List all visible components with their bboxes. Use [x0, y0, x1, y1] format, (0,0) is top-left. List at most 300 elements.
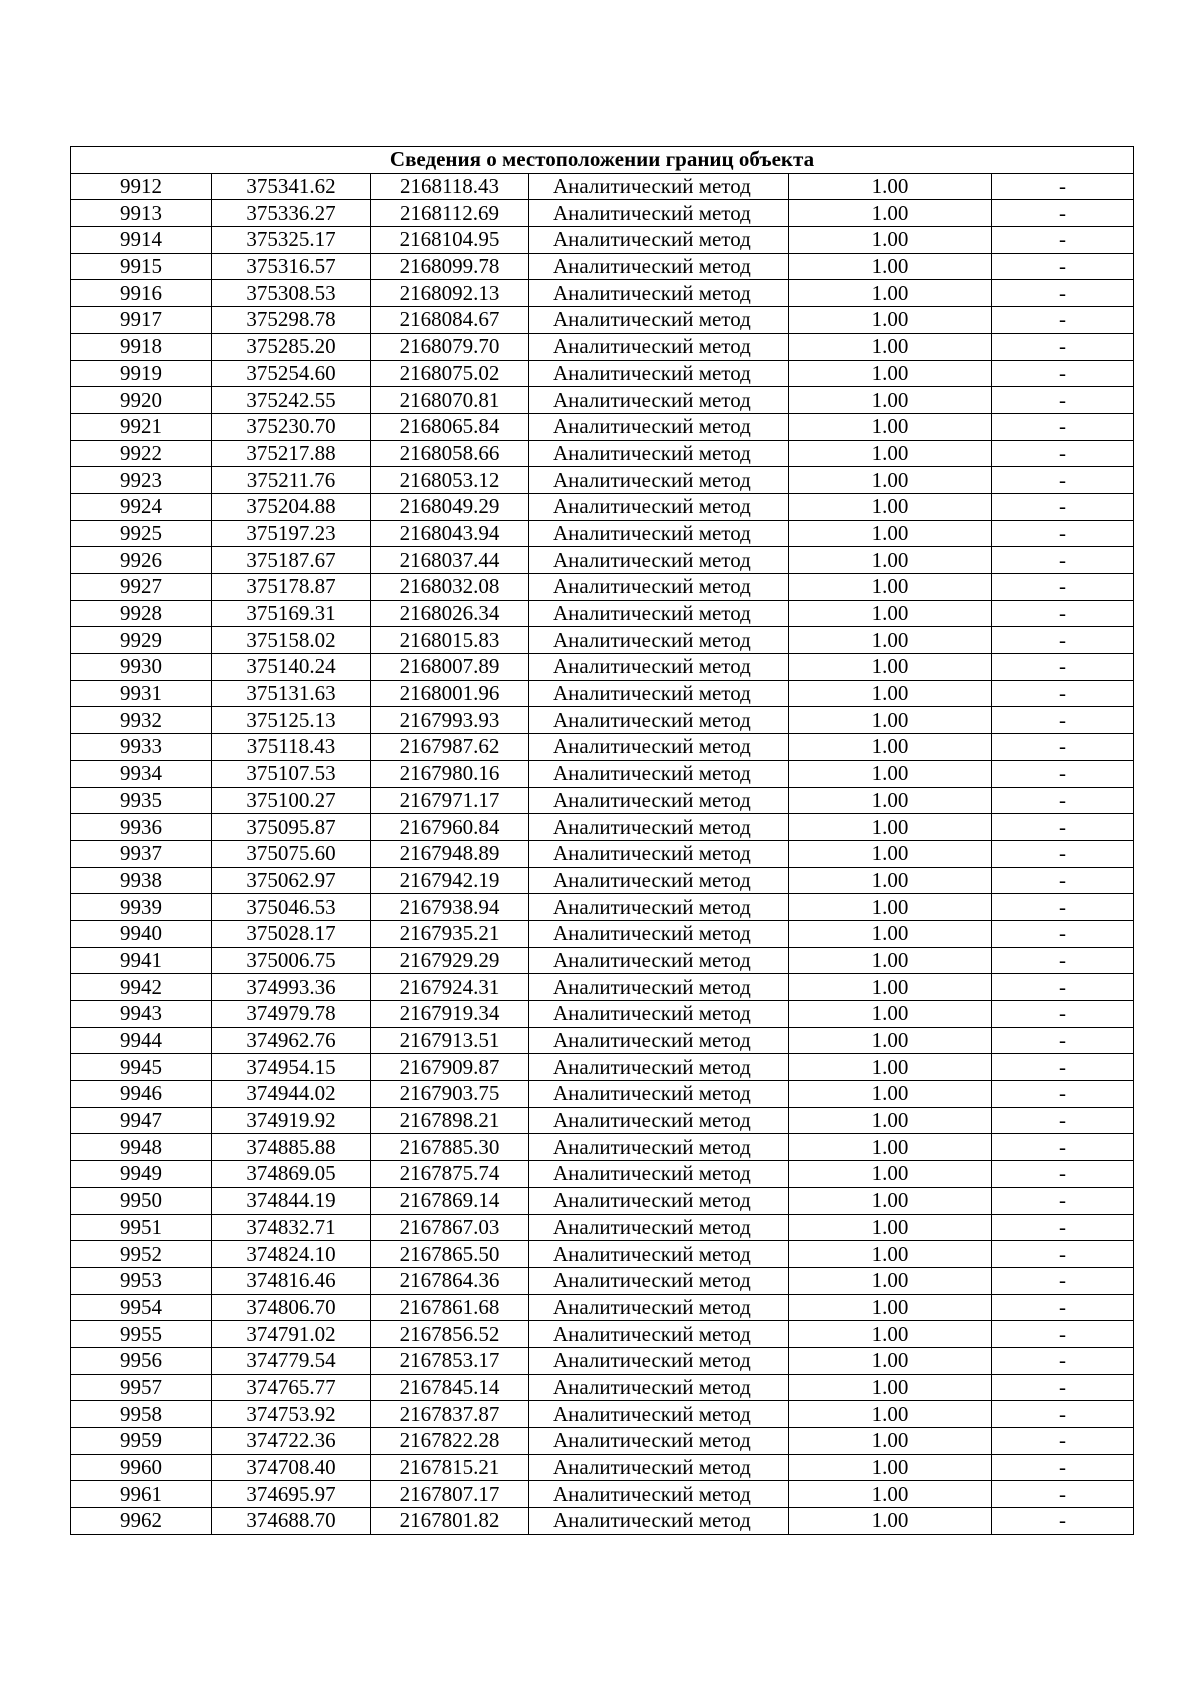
- point-number-cell: 9935: [71, 787, 212, 814]
- table-row: [71, 974, 1134, 1001]
- method-cell: Аналитический метод: [529, 1001, 789, 1028]
- description-cell: -: [992, 1214, 1134, 1241]
- table-row: [71, 1401, 1134, 1428]
- y-coordinate-cell: 2168099.78: [371, 253, 529, 280]
- table-row: [71, 867, 1134, 894]
- point-number-cell: 9958: [71, 1401, 212, 1428]
- table-row: [71, 1454, 1134, 1481]
- x-coordinate-cell: 374753.92: [212, 1401, 371, 1428]
- method-cell: Аналитический метод: [529, 600, 789, 627]
- method-cell: Аналитический метод: [529, 1214, 789, 1241]
- x-coordinate-cell: 374816.46: [212, 1267, 371, 1294]
- x-coordinate-cell: 374722.36: [212, 1428, 371, 1455]
- y-coordinate-cell: 2167993.93: [371, 707, 529, 734]
- accuracy-cell: 1.00: [789, 200, 992, 227]
- y-coordinate-cell: 2168015.83: [371, 627, 529, 654]
- y-coordinate-cell: 2168065.84: [371, 413, 529, 440]
- x-coordinate-cell: 374944.02: [212, 1081, 371, 1108]
- method-cell: Аналитический метод: [529, 413, 789, 440]
- description-cell: -: [992, 520, 1134, 547]
- y-coordinate-cell: 2168001.96: [371, 680, 529, 707]
- accuracy-cell: 1.00: [789, 173, 992, 200]
- method-cell: Аналитический метод: [529, 867, 789, 894]
- x-coordinate-cell: 375211.76: [212, 467, 371, 494]
- description-cell: -: [992, 894, 1134, 921]
- y-coordinate-cell: 2167980.16: [371, 760, 529, 787]
- x-coordinate-cell: 375169.31: [212, 600, 371, 627]
- method-cell: Аналитический метод: [529, 1241, 789, 1268]
- y-coordinate-cell: 2167853.17: [371, 1347, 529, 1374]
- x-coordinate-cell: 374708.40: [212, 1454, 371, 1481]
- accuracy-cell: 1.00: [789, 547, 992, 574]
- point-number-cell: 9960: [71, 1454, 212, 1481]
- method-cell: Аналитический метод: [529, 493, 789, 520]
- accuracy-cell: 1.00: [789, 360, 992, 387]
- point-number-cell: 9942: [71, 974, 212, 1001]
- x-coordinate-cell: 375131.63: [212, 680, 371, 707]
- y-coordinate-cell: 2167865.50: [371, 1241, 529, 1268]
- accuracy-cell: 1.00: [789, 734, 992, 761]
- x-coordinate-cell: 375197.23: [212, 520, 371, 547]
- method-cell: Аналитический метод: [529, 387, 789, 414]
- method-cell: Аналитический метод: [529, 1107, 789, 1134]
- y-coordinate-cell: 2168026.34: [371, 600, 529, 627]
- point-number-cell: 9932: [71, 707, 212, 734]
- accuracy-cell: 1.00: [789, 760, 992, 787]
- point-number-cell: 9934: [71, 760, 212, 787]
- table-row: [71, 547, 1134, 574]
- accuracy-cell: 1.00: [789, 654, 992, 681]
- method-cell: Аналитический метод: [529, 1481, 789, 1508]
- accuracy-cell: 1.00: [789, 307, 992, 334]
- method-cell: Аналитический метод: [529, 227, 789, 254]
- table-row: [71, 333, 1134, 360]
- description-cell: -: [992, 654, 1134, 681]
- description-cell: -: [992, 173, 1134, 200]
- method-cell: Аналитический метод: [529, 173, 789, 200]
- method-cell: Аналитический метод: [529, 1187, 789, 1214]
- table-row: [71, 280, 1134, 307]
- table-row: [71, 1081, 1134, 1108]
- method-cell: Аналитический метод: [529, 947, 789, 974]
- method-cell: Аналитический метод: [529, 1401, 789, 1428]
- point-number-cell: 9913: [71, 200, 212, 227]
- method-cell: Аналитический метод: [529, 627, 789, 654]
- y-coordinate-cell: 2167867.03: [371, 1214, 529, 1241]
- accuracy-cell: 1.00: [789, 1001, 992, 1028]
- x-coordinate-cell: 375075.60: [212, 840, 371, 867]
- x-coordinate-cell: 375118.43: [212, 734, 371, 761]
- x-coordinate-cell: 375062.97: [212, 867, 371, 894]
- point-number-cell: 9926: [71, 547, 212, 574]
- accuracy-cell: 1.00: [789, 1508, 992, 1535]
- table-row: [71, 387, 1134, 414]
- description-cell: -: [992, 467, 1134, 494]
- point-number-cell: 9924: [71, 493, 212, 520]
- x-coordinate-cell: 375242.55: [212, 387, 371, 414]
- point-number-cell: 9959: [71, 1428, 212, 1455]
- point-number-cell: 9920: [71, 387, 212, 414]
- y-coordinate-cell: 2167861.68: [371, 1294, 529, 1321]
- method-cell: Аналитический метод: [529, 440, 789, 467]
- table-row: [71, 1347, 1134, 1374]
- method-cell: Аналитический метод: [529, 760, 789, 787]
- x-coordinate-cell: 375178.87: [212, 574, 371, 601]
- method-cell: Аналитический метод: [529, 360, 789, 387]
- table-row: [71, 1027, 1134, 1054]
- table-row: [71, 920, 1134, 947]
- point-number-cell: 9941: [71, 947, 212, 974]
- point-number-cell: 9918: [71, 333, 212, 360]
- description-cell: -: [992, 920, 1134, 947]
- point-number-cell: 9929: [71, 627, 212, 654]
- table-row: [71, 894, 1134, 921]
- point-number-cell: 9923: [71, 467, 212, 494]
- table-row: [71, 1187, 1134, 1214]
- x-coordinate-cell: 375316.57: [212, 253, 371, 280]
- y-coordinate-cell: 2167919.34: [371, 1001, 529, 1028]
- description-cell: -: [992, 974, 1134, 1001]
- x-coordinate-cell: 374824.10: [212, 1241, 371, 1268]
- y-coordinate-cell: 2168118.43: [371, 173, 529, 200]
- y-coordinate-cell: 2168053.12: [371, 467, 529, 494]
- method-cell: Аналитический метод: [529, 333, 789, 360]
- point-number-cell: 9945: [71, 1054, 212, 1081]
- x-coordinate-cell: 374844.19: [212, 1187, 371, 1214]
- x-coordinate-cell: 375298.78: [212, 307, 371, 334]
- point-number-cell: 9930: [71, 654, 212, 681]
- point-number-cell: 9921: [71, 413, 212, 440]
- point-number-cell: 9922: [71, 440, 212, 467]
- method-cell: Аналитический метод: [529, 1347, 789, 1374]
- table-row: [71, 493, 1134, 520]
- table-row: [71, 1294, 1134, 1321]
- accuracy-cell: 1.00: [789, 1187, 992, 1214]
- accuracy-cell: 1.00: [789, 1241, 992, 1268]
- description-cell: -: [992, 680, 1134, 707]
- description-cell: -: [992, 867, 1134, 894]
- point-number-cell: 9931: [71, 680, 212, 707]
- y-coordinate-cell: 2168070.81: [371, 387, 529, 414]
- method-cell: Аналитический метод: [529, 1428, 789, 1455]
- description-cell: -: [992, 734, 1134, 761]
- description-cell: -: [992, 1187, 1134, 1214]
- method-cell: Аналитический метод: [529, 1081, 789, 1108]
- x-coordinate-cell: 375107.53: [212, 760, 371, 787]
- accuracy-cell: 1.00: [789, 227, 992, 254]
- description-cell: -: [992, 1508, 1134, 1535]
- method-cell: Аналитический метод: [529, 840, 789, 867]
- description-cell: -: [992, 760, 1134, 787]
- y-coordinate-cell: 2167929.29: [371, 947, 529, 974]
- method-cell: Аналитический метод: [529, 707, 789, 734]
- description-cell: -: [992, 1054, 1134, 1081]
- x-coordinate-cell: 375217.88: [212, 440, 371, 467]
- x-coordinate-cell: 374688.70: [212, 1508, 371, 1535]
- x-coordinate-cell: 375125.13: [212, 707, 371, 734]
- method-cell: Аналитический метод: [529, 1267, 789, 1294]
- x-coordinate-cell: 374979.78: [212, 1001, 371, 1028]
- accuracy-cell: 1.00: [789, 493, 992, 520]
- method-cell: Аналитический метод: [529, 1374, 789, 1401]
- point-number-cell: 9912: [71, 173, 212, 200]
- table-row: [71, 1241, 1134, 1268]
- x-coordinate-cell: 374919.92: [212, 1107, 371, 1134]
- description-cell: -: [992, 1081, 1134, 1108]
- table-title: Сведения о местоположении границ объекта: [71, 147, 1134, 174]
- table-row: [71, 1134, 1134, 1161]
- point-number-cell: 9947: [71, 1107, 212, 1134]
- table-row: [71, 307, 1134, 334]
- point-number-cell: 9944: [71, 1027, 212, 1054]
- method-cell: Аналитический метод: [529, 1027, 789, 1054]
- y-coordinate-cell: 2167909.87: [371, 1054, 529, 1081]
- method-cell: Аналитический метод: [529, 467, 789, 494]
- table-row: [71, 360, 1134, 387]
- point-number-cell: 9948: [71, 1134, 212, 1161]
- accuracy-cell: 1.00: [789, 280, 992, 307]
- description-cell: -: [992, 840, 1134, 867]
- x-coordinate-cell: 374779.54: [212, 1347, 371, 1374]
- description-cell: -: [992, 707, 1134, 734]
- description-cell: -: [992, 547, 1134, 574]
- method-cell: Аналитический метод: [529, 574, 789, 601]
- x-coordinate-cell: 375285.20: [212, 333, 371, 360]
- description-cell: -: [992, 1161, 1134, 1188]
- method-cell: Аналитический метод: [529, 520, 789, 547]
- table-row: [71, 227, 1134, 254]
- method-cell: Аналитический метод: [529, 1054, 789, 1081]
- x-coordinate-cell: 375325.17: [212, 227, 371, 254]
- y-coordinate-cell: 2167938.94: [371, 894, 529, 921]
- x-coordinate-cell: 374869.05: [212, 1161, 371, 1188]
- y-coordinate-cell: 2167837.87: [371, 1401, 529, 1428]
- y-coordinate-cell: 2167845.14: [371, 1374, 529, 1401]
- accuracy-cell: 1.00: [789, 413, 992, 440]
- table-row: [71, 173, 1134, 200]
- x-coordinate-cell: 375341.62: [212, 173, 371, 200]
- table-row: [71, 707, 1134, 734]
- accuracy-cell: 1.00: [789, 1481, 992, 1508]
- description-cell: -: [992, 1134, 1134, 1161]
- accuracy-cell: 1.00: [789, 1454, 992, 1481]
- point-number-cell: 9927: [71, 574, 212, 601]
- table-row: [71, 814, 1134, 841]
- point-number-cell: 9940: [71, 920, 212, 947]
- y-coordinate-cell: 2168049.29: [371, 493, 529, 520]
- table-row: [71, 680, 1134, 707]
- description-cell: -: [992, 387, 1134, 414]
- table-row: [71, 1214, 1134, 1241]
- point-number-cell: 9953: [71, 1267, 212, 1294]
- y-coordinate-cell: 2167885.30: [371, 1134, 529, 1161]
- description-cell: -: [992, 1374, 1134, 1401]
- point-number-cell: 9961: [71, 1481, 212, 1508]
- accuracy-cell: 1.00: [789, 387, 992, 414]
- accuracy-cell: 1.00: [789, 333, 992, 360]
- description-cell: -: [992, 333, 1134, 360]
- y-coordinate-cell: 2167856.52: [371, 1321, 529, 1348]
- y-coordinate-cell: 2168104.95: [371, 227, 529, 254]
- method-cell: Аналитический метод: [529, 253, 789, 280]
- y-coordinate-cell: 2167987.62: [371, 734, 529, 761]
- y-coordinate-cell: 2167864.36: [371, 1267, 529, 1294]
- description-cell: -: [992, 787, 1134, 814]
- point-number-cell: 9928: [71, 600, 212, 627]
- description-cell: -: [992, 440, 1134, 467]
- table-title-row: [71, 147, 1134, 174]
- table-row: [71, 1481, 1134, 1508]
- point-number-cell: 9955: [71, 1321, 212, 1348]
- x-coordinate-cell: 375100.27: [212, 787, 371, 814]
- table-row: [71, 574, 1134, 601]
- x-coordinate-cell: 374885.88: [212, 1134, 371, 1161]
- y-coordinate-cell: 2167807.17: [371, 1481, 529, 1508]
- y-coordinate-cell: 2167960.84: [371, 814, 529, 841]
- method-cell: Аналитический метод: [529, 280, 789, 307]
- accuracy-cell: 1.00: [789, 1321, 992, 1348]
- accuracy-cell: 1.00: [789, 1027, 992, 1054]
- y-coordinate-cell: 2167971.17: [371, 787, 529, 814]
- point-number-cell: 9938: [71, 867, 212, 894]
- method-cell: Аналитический метод: [529, 894, 789, 921]
- point-number-cell: 9946: [71, 1081, 212, 1108]
- method-cell: Аналитический метод: [529, 1508, 789, 1535]
- accuracy-cell: 1.00: [789, 974, 992, 1001]
- table-row: [71, 253, 1134, 280]
- method-cell: Аналитический метод: [529, 920, 789, 947]
- method-cell: Аналитический метод: [529, 654, 789, 681]
- accuracy-cell: 1.00: [789, 867, 992, 894]
- x-coordinate-cell: 375046.53: [212, 894, 371, 921]
- table-row: [71, 413, 1134, 440]
- x-coordinate-cell: 375006.75: [212, 947, 371, 974]
- boundary-coordinates-table: [70, 146, 1134, 1535]
- table-row: [71, 1054, 1134, 1081]
- description-cell: -: [992, 1347, 1134, 1374]
- description-cell: -: [992, 1107, 1134, 1134]
- y-coordinate-cell: 2168037.44: [371, 547, 529, 574]
- table-row: [71, 1428, 1134, 1455]
- accuracy-cell: 1.00: [789, 1294, 992, 1321]
- table-row: [71, 1107, 1134, 1134]
- table-row: [71, 787, 1134, 814]
- x-coordinate-cell: 375158.02: [212, 627, 371, 654]
- accuracy-cell: 1.00: [789, 840, 992, 867]
- table-row: [71, 200, 1134, 227]
- point-number-cell: 9914: [71, 227, 212, 254]
- accuracy-cell: 1.00: [789, 1401, 992, 1428]
- accuracy-cell: 1.00: [789, 707, 992, 734]
- accuracy-cell: 1.00: [789, 894, 992, 921]
- x-coordinate-cell: 374993.36: [212, 974, 371, 1001]
- y-coordinate-cell: 2168112.69: [371, 200, 529, 227]
- y-coordinate-cell: 2167924.31: [371, 974, 529, 1001]
- x-coordinate-cell: 374806.70: [212, 1294, 371, 1321]
- method-cell: Аналитический метод: [529, 1321, 789, 1348]
- table-row: [71, 1001, 1134, 1028]
- table-row: [71, 947, 1134, 974]
- accuracy-cell: 1.00: [789, 1374, 992, 1401]
- accuracy-cell: 1.00: [789, 1267, 992, 1294]
- description-cell: -: [992, 1267, 1134, 1294]
- description-cell: -: [992, 1294, 1134, 1321]
- y-coordinate-cell: 2168043.94: [371, 520, 529, 547]
- y-coordinate-cell: 2167801.82: [371, 1508, 529, 1535]
- accuracy-cell: 1.00: [789, 253, 992, 280]
- x-coordinate-cell: 374962.76: [212, 1027, 371, 1054]
- table-row: [71, 440, 1134, 467]
- x-coordinate-cell: 375187.67: [212, 547, 371, 574]
- accuracy-cell: 1.00: [789, 440, 992, 467]
- y-coordinate-cell: 2168058.66: [371, 440, 529, 467]
- accuracy-cell: 1.00: [789, 467, 992, 494]
- point-number-cell: 9936: [71, 814, 212, 841]
- y-coordinate-cell: 2168092.13: [371, 280, 529, 307]
- y-coordinate-cell: 2168079.70: [371, 333, 529, 360]
- description-cell: -: [992, 1401, 1134, 1428]
- x-coordinate-cell: 374765.77: [212, 1374, 371, 1401]
- description-cell: -: [992, 200, 1134, 227]
- x-coordinate-cell: 374791.02: [212, 1321, 371, 1348]
- accuracy-cell: 1.00: [789, 947, 992, 974]
- accuracy-cell: 1.00: [789, 627, 992, 654]
- point-number-cell: 9915: [71, 253, 212, 280]
- x-coordinate-cell: 374954.15: [212, 1054, 371, 1081]
- table-row: [71, 1161, 1134, 1188]
- method-cell: Аналитический метод: [529, 547, 789, 574]
- table-body: [71, 173, 1134, 1534]
- y-coordinate-cell: 2168075.02: [371, 360, 529, 387]
- description-cell: -: [992, 1241, 1134, 1268]
- description-cell: -: [992, 1001, 1134, 1028]
- y-coordinate-cell: 2167875.74: [371, 1161, 529, 1188]
- description-cell: -: [992, 1428, 1134, 1455]
- accuracy-cell: 1.00: [789, 1161, 992, 1188]
- y-coordinate-cell: 2167913.51: [371, 1027, 529, 1054]
- y-coordinate-cell: 2167869.14: [371, 1187, 529, 1214]
- point-number-cell: 9925: [71, 520, 212, 547]
- accuracy-cell: 1.00: [789, 1134, 992, 1161]
- description-cell: -: [992, 1454, 1134, 1481]
- x-coordinate-cell: 375254.60: [212, 360, 371, 387]
- x-coordinate-cell: 374695.97: [212, 1481, 371, 1508]
- description-cell: -: [992, 493, 1134, 520]
- accuracy-cell: 1.00: [789, 1081, 992, 1108]
- x-coordinate-cell: 375230.70: [212, 413, 371, 440]
- table-row: [71, 1508, 1134, 1535]
- table-row: [71, 840, 1134, 867]
- description-cell: -: [992, 1027, 1134, 1054]
- accuracy-cell: 1.00: [789, 814, 992, 841]
- point-number-cell: 9937: [71, 840, 212, 867]
- method-cell: Аналитический метод: [529, 680, 789, 707]
- point-number-cell: 9954: [71, 1294, 212, 1321]
- description-cell: -: [992, 1321, 1134, 1348]
- method-cell: Аналитический метод: [529, 1294, 789, 1321]
- description-cell: -: [992, 814, 1134, 841]
- table-row: [71, 654, 1134, 681]
- description-cell: -: [992, 413, 1134, 440]
- table-row: [71, 600, 1134, 627]
- y-coordinate-cell: 2167948.89: [371, 840, 529, 867]
- method-cell: Аналитический метод: [529, 734, 789, 761]
- description-cell: -: [992, 574, 1134, 601]
- y-coordinate-cell: 2168032.08: [371, 574, 529, 601]
- table-row: [71, 467, 1134, 494]
- accuracy-cell: 1.00: [789, 600, 992, 627]
- method-cell: Аналитический метод: [529, 1134, 789, 1161]
